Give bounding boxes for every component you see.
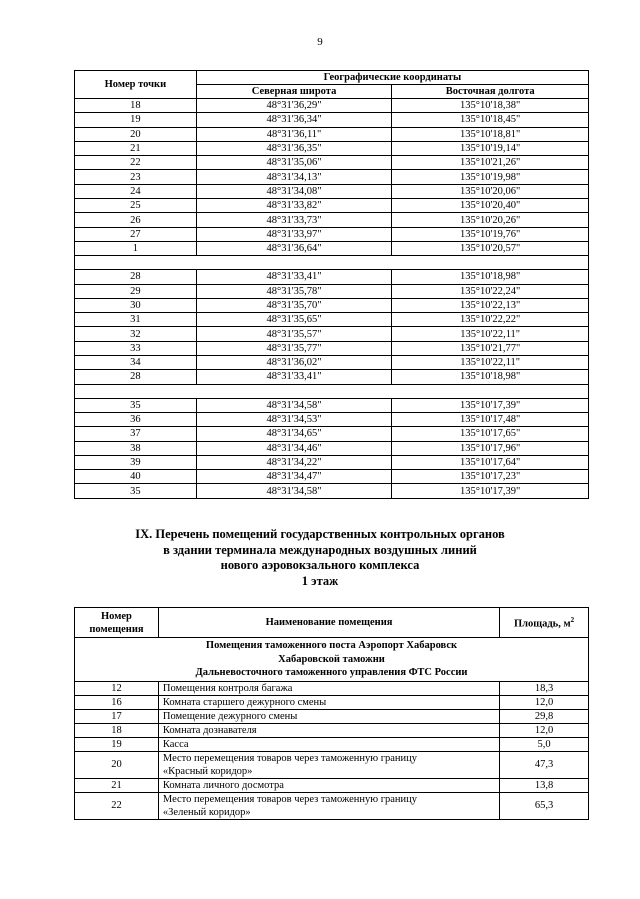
latitude-cell: 48°31'34,58" [196, 398, 392, 412]
header-room-area [500, 608, 589, 638]
point-number-cell: 38 [75, 441, 197, 455]
table-row [75, 127, 589, 141]
point-number-cell: 39 [75, 455, 197, 469]
longitude-cell: 135°10'17,96" [392, 441, 589, 455]
group-separator-cell [75, 256, 589, 270]
latitude-cell: 48°31'35,65" [196, 313, 392, 327]
longitude-cell: 135°10'20,57" [392, 241, 589, 255]
room-name-cell [158, 737, 499, 751]
coordinates-table [74, 70, 589, 499]
room-number-cell: 18 [75, 723, 159, 737]
room-group-header [75, 638, 589, 682]
table-row [75, 723, 589, 737]
longitude-cell: 135°10'17,23" [392, 470, 589, 484]
point-number-cell: 26 [75, 213, 197, 227]
coordinates-body [75, 99, 589, 499]
table-row [75, 455, 589, 469]
room-number-cell: 16 [75, 695, 159, 709]
room-group-line: Помещения таможенного поста Аэропорт Хабаровск [205, 640, 458, 651]
longitude-cell: 135°10'22,11" [392, 356, 589, 370]
header-east-longitude: Восточная долгота [392, 85, 589, 99]
point-number-cell: 31 [75, 313, 197, 327]
point-number-cell: 28 [75, 370, 197, 384]
room-area-cell: 47,3 [500, 751, 589, 778]
latitude-cell: 48°31'35,77" [196, 341, 392, 355]
table-row [75, 156, 589, 170]
room-area-cell: 12,0 [500, 695, 589, 709]
latitude-cell: 48°31'34,47" [196, 470, 392, 484]
latitude-cell: 48°31'35,78" [196, 284, 392, 298]
longitude-cell: 135°10'19,14" [392, 141, 589, 155]
latitude-cell: 48°31'34,58" [196, 484, 392, 498]
table-row [75, 427, 589, 441]
header-room-number [75, 608, 159, 638]
room-area-cell: 12,0 [500, 723, 589, 737]
point-number-cell: 32 [75, 327, 197, 341]
table-row [75, 113, 589, 127]
point-number-cell: 30 [75, 298, 197, 312]
page-number: 9 [317, 36, 323, 48]
room-name-line: «Зеленый коридор» [162, 806, 251, 818]
room-number-cell: 19 [75, 737, 159, 751]
table-row [75, 792, 589, 819]
room-group-line: Хабаровской таможни [278, 653, 385, 665]
group-separator-row [75, 384, 589, 398]
room-number-cell: 22 [75, 792, 159, 819]
point-number-cell: 35 [75, 484, 197, 498]
table-row [75, 213, 589, 227]
longitude-cell: 135°10'18,38" [392, 99, 589, 113]
group-separator-cell [75, 384, 589, 398]
point-number-cell: 27 [75, 227, 197, 241]
rooms-table [74, 607, 589, 820]
section-heading [0, 527, 640, 589]
table-row [75, 298, 589, 312]
section-heading-line: IX. Перечень помещений государственных контрольных органов [135, 527, 505, 541]
section-heading-line: в здании терминала международных воздушных линий [163, 542, 477, 557]
room-name-line: Касса [162, 738, 189, 750]
room-number-cell: 12 [75, 681, 159, 695]
longitude-cell: 135°10'18,81" [392, 127, 589, 141]
table-row [75, 751, 589, 778]
point-number-cell: 1 [75, 241, 197, 255]
point-number-cell: 18 [75, 99, 197, 113]
room-name-line: Место перемещения товаров через таможенную границу [162, 752, 418, 764]
latitude-cell: 48°31'33,41" [196, 370, 392, 384]
room-area-cell: 29,8 [500, 709, 589, 723]
point-number-cell: 20 [75, 127, 197, 141]
table-row [75, 313, 589, 327]
group-separator-row [75, 256, 589, 270]
header-north-latitude: Северная широта [196, 85, 392, 99]
longitude-cell: 135°10'18,45" [392, 113, 589, 127]
longitude-cell: 135°10'21,77" [392, 341, 589, 355]
table-row [75, 170, 589, 184]
latitude-cell: 48°31'34,13" [196, 170, 392, 184]
table-row [75, 284, 589, 298]
table-row [75, 184, 589, 198]
table-row [75, 778, 589, 792]
room-name-line: Комната старшего дежурного смены [162, 696, 327, 708]
point-number-cell: 21 [75, 141, 197, 155]
header-room-number-line: Номер [101, 610, 132, 622]
longitude-cell: 135°10'20,06" [392, 184, 589, 198]
room-number-cell: 20 [75, 751, 159, 778]
longitude-cell: 135°10'18,98" [392, 370, 589, 384]
header-point-number: Номер точки [75, 71, 197, 99]
latitude-cell: 48°31'33,82" [196, 199, 392, 213]
room-number-cell: 17 [75, 709, 159, 723]
header-room-area-text: Площадь, м [513, 618, 571, 630]
table-row [75, 709, 589, 723]
latitude-cell: 48°31'34,22" [196, 455, 392, 469]
latitude-cell: 48°31'36,29" [196, 99, 392, 113]
point-number-cell: 28 [75, 270, 197, 284]
latitude-cell: 48°31'36,11" [196, 127, 392, 141]
rooms-body [75, 638, 589, 820]
room-name-cell [158, 681, 499, 695]
table-row [75, 412, 589, 426]
longitude-cell: 135°10'18,98" [392, 270, 589, 284]
table-row [75, 370, 589, 384]
longitude-cell: 135°10'17,48" [392, 412, 589, 426]
room-area-cell: 18,3 [500, 681, 589, 695]
header-geo-coordinates: Географические координаты [196, 71, 588, 85]
table-row [75, 398, 589, 412]
point-number-cell: 34 [75, 356, 197, 370]
table-row [75, 441, 589, 455]
room-name-cell [158, 695, 499, 709]
longitude-cell: 135°10'19,98" [392, 170, 589, 184]
table-row [75, 241, 589, 255]
room-name-line: Место перемещения товаров через таможенную границу [162, 793, 418, 805]
latitude-cell: 48°31'35,57" [196, 327, 392, 341]
header-room-area-sup: 2 [570, 616, 575, 625]
room-name-cell [158, 751, 499, 778]
room-name-line: Комната дознавателя [162, 724, 257, 736]
room-group-line: Дальневосточного таможенного управления ФТС России [195, 667, 468, 678]
table-row [75, 99, 589, 113]
latitude-cell: 48°31'36,34" [196, 113, 392, 127]
latitude-cell: 48°31'34,53" [196, 412, 392, 426]
longitude-cell: 135°10'20,26" [392, 213, 589, 227]
longitude-cell: 135°10'20,40" [392, 199, 589, 213]
longitude-cell: 135°10'22,22" [392, 313, 589, 327]
longitude-cell: 135°10'22,11" [392, 327, 589, 341]
longitude-cell: 135°10'22,13" [392, 298, 589, 312]
room-name-line: «Красный коридор» [162, 765, 253, 777]
latitude-cell: 48°31'36,35" [196, 141, 392, 155]
section-heading-line: нового аэровокзального комплекса [220, 558, 420, 572]
room-name-cell [158, 792, 499, 819]
room-name-cell [158, 709, 499, 723]
point-number-cell: 36 [75, 412, 197, 426]
longitude-cell: 135°10'17,65" [392, 427, 589, 441]
table-row [75, 356, 589, 370]
table-row [75, 341, 589, 355]
point-number-cell: 35 [75, 398, 197, 412]
longitude-cell: 135°10'21,26" [392, 156, 589, 170]
table-row [75, 199, 589, 213]
room-name-cell [158, 778, 499, 792]
point-number-cell: 37 [75, 427, 197, 441]
latitude-cell: 48°31'36,64" [196, 241, 392, 255]
table-row [75, 737, 589, 751]
room-area-cell: 5,0 [500, 737, 589, 751]
latitude-cell: 48°31'35,70" [196, 298, 392, 312]
room-number-cell: 21 [75, 778, 159, 792]
header-room-number-line: помещения [89, 623, 144, 635]
point-number-cell: 23 [75, 170, 197, 184]
table-row [75, 695, 589, 709]
point-number-cell: 25 [75, 199, 197, 213]
point-number-cell: 29 [75, 284, 197, 298]
latitude-cell: 48°31'34,08" [196, 184, 392, 198]
table-row [75, 681, 589, 695]
latitude-cell: 48°31'33,73" [196, 213, 392, 227]
point-number-cell: 24 [75, 184, 197, 198]
table-row [75, 227, 589, 241]
latitude-cell: 48°31'33,97" [196, 227, 392, 241]
room-name-cell [158, 723, 499, 737]
point-number-cell: 40 [75, 470, 197, 484]
longitude-cell: 135°10'17,39" [392, 398, 589, 412]
longitude-cell: 135°10'17,64" [392, 455, 589, 469]
latitude-cell: 48°31'35,06" [196, 156, 392, 170]
room-name-line: Помещение дежурного смены [162, 710, 298, 722]
latitude-cell: 48°31'34,65" [196, 427, 392, 441]
table-row [75, 141, 589, 155]
latitude-cell: 48°31'33,41" [196, 270, 392, 284]
point-number-cell: 19 [75, 113, 197, 127]
latitude-cell: 48°31'34,46" [196, 441, 392, 455]
room-area-cell: 65,3 [500, 792, 589, 819]
floor-label: 1 этаж [301, 573, 339, 588]
latitude-cell: 48°31'36,02" [196, 356, 392, 370]
header-room-name: Наименование помещения [158, 608, 499, 638]
longitude-cell: 135°10'19,76" [392, 227, 589, 241]
table-row [75, 484, 589, 498]
point-number-cell: 22 [75, 156, 197, 170]
table-row [75, 270, 589, 284]
point-number-cell: 33 [75, 341, 197, 355]
longitude-cell: 135°10'22,24" [392, 284, 589, 298]
room-name-line: Комната личного досмотра [162, 779, 284, 791]
table-row [75, 327, 589, 341]
room-area-cell: 13,8 [500, 778, 589, 792]
room-name-line: Помещения контроля багажа [162, 682, 293, 694]
longitude-cell: 135°10'17,39" [392, 484, 589, 498]
table-row [75, 470, 589, 484]
